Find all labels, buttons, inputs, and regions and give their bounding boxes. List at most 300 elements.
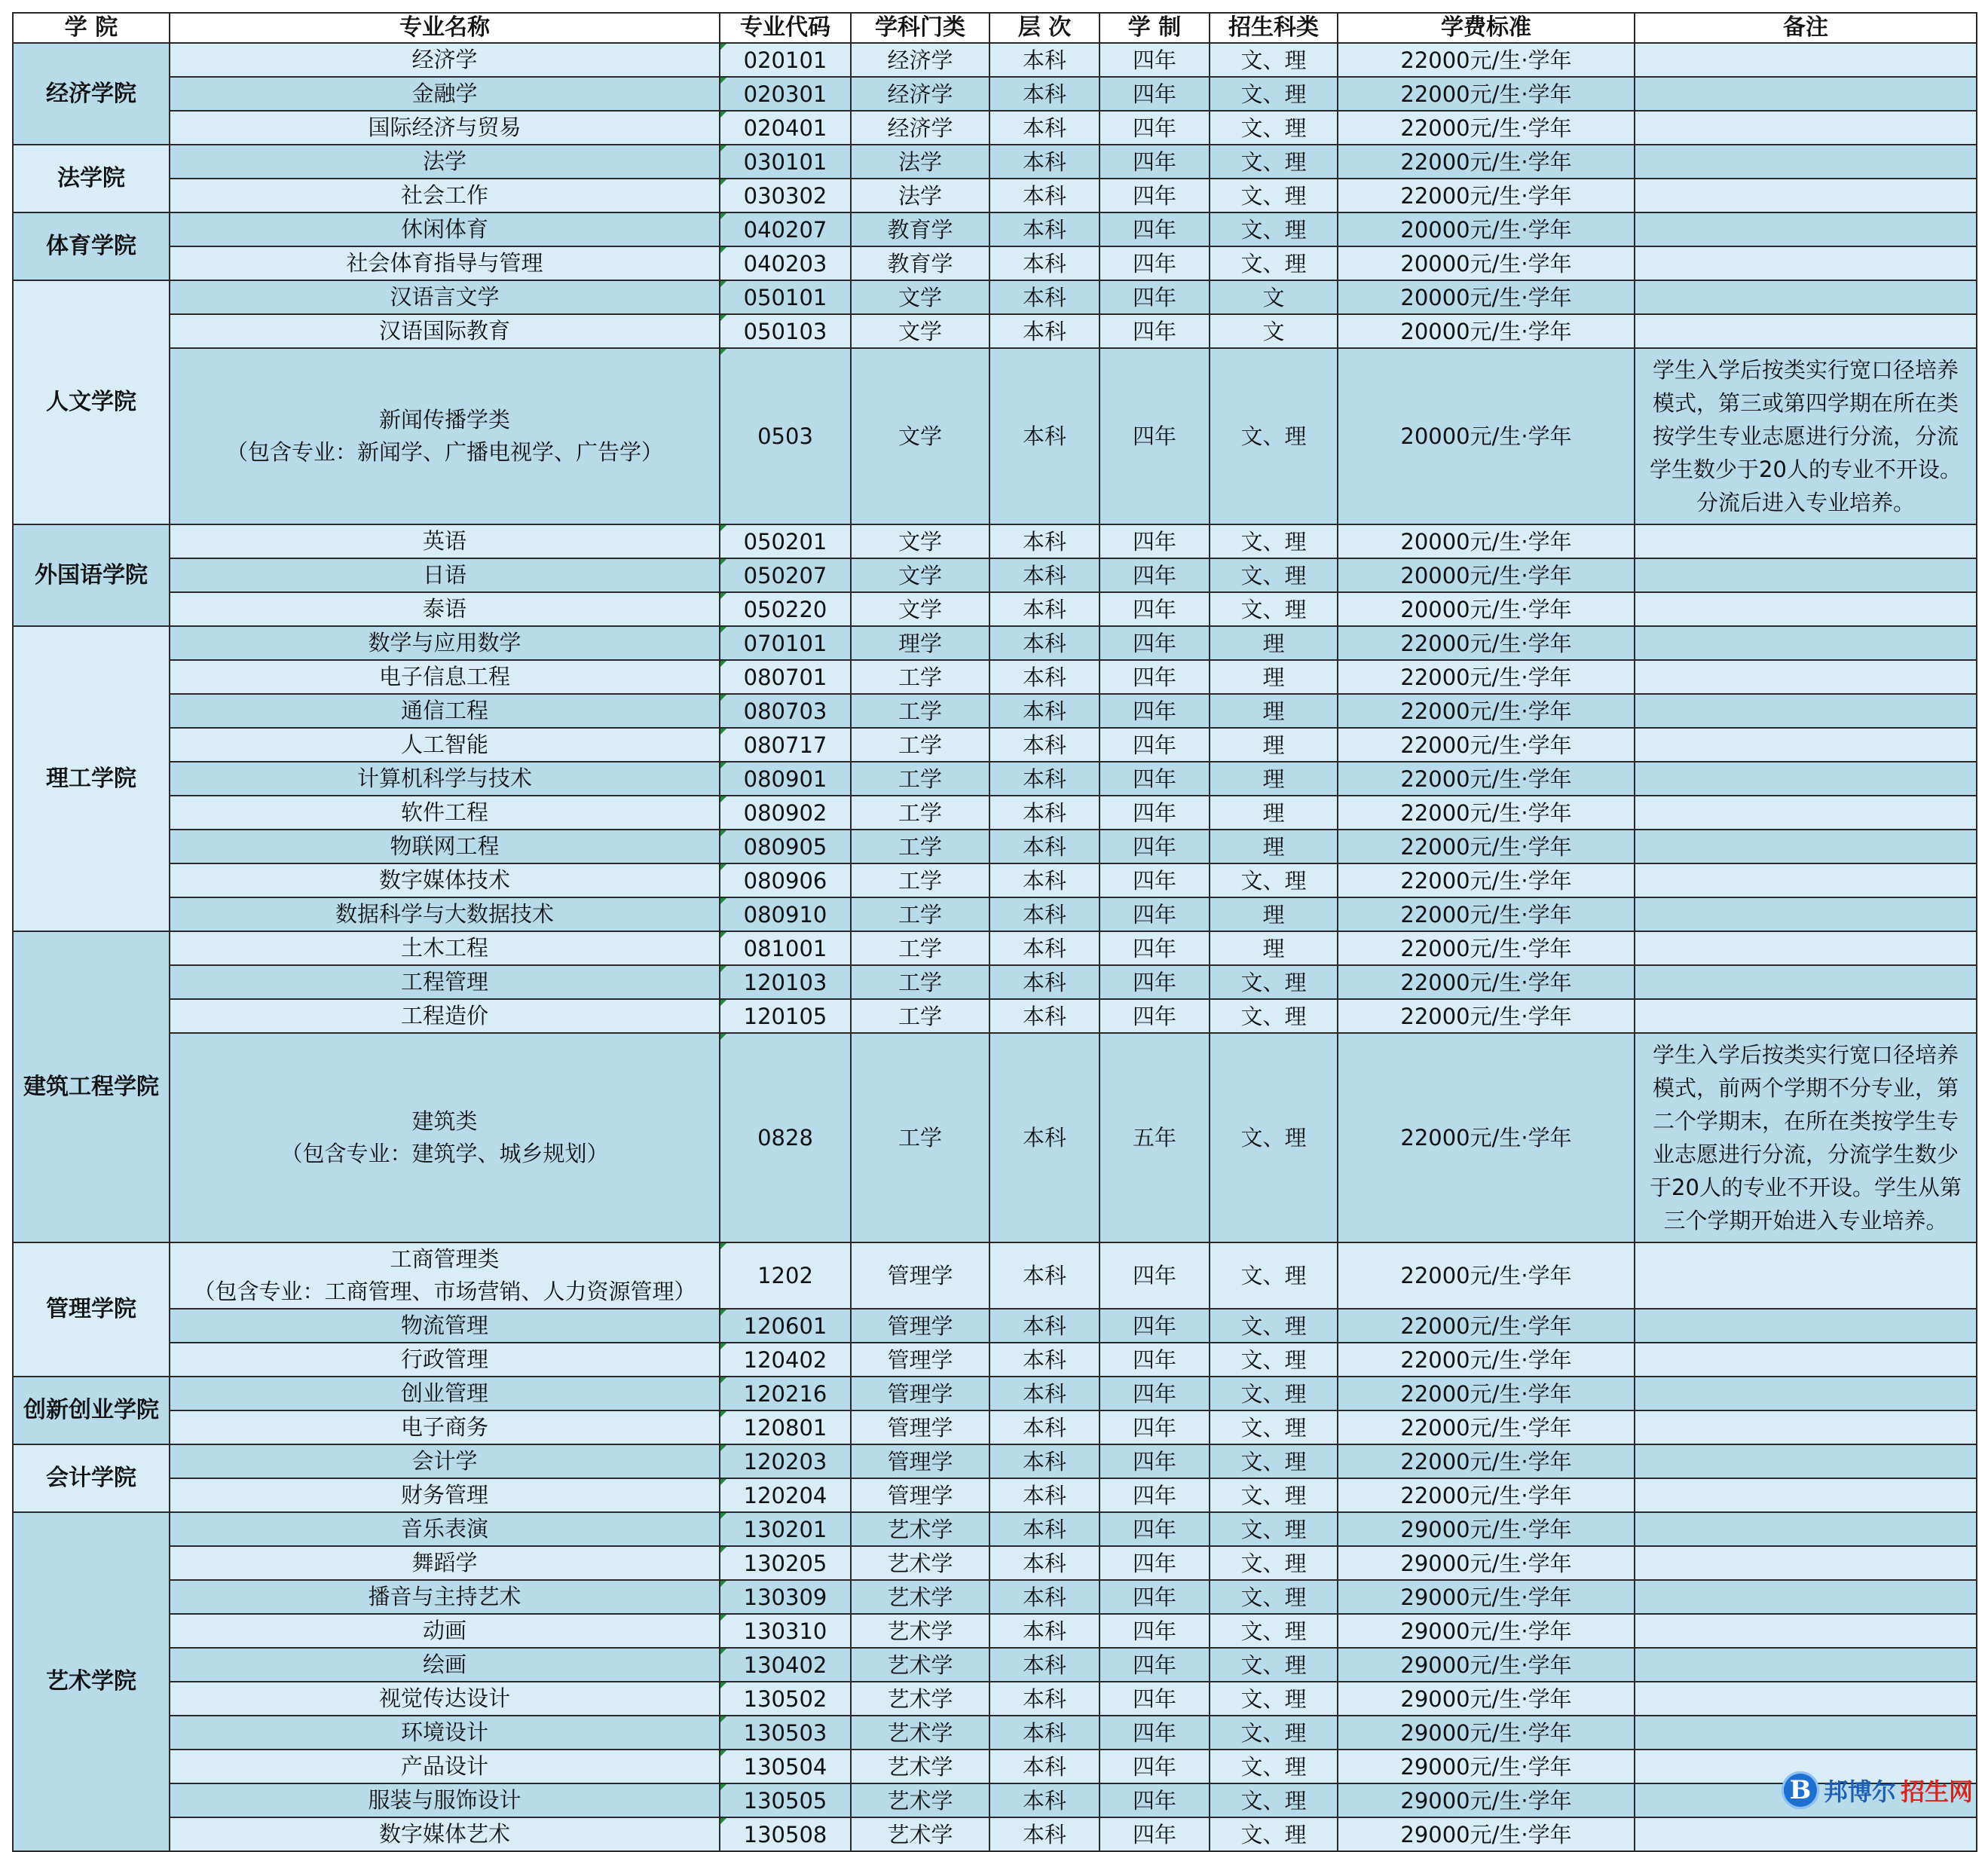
level-cell: 本科 <box>989 111 1100 145</box>
category-cell: 工学 <box>851 897 989 931</box>
subject-cell: 文 <box>1210 280 1338 314</box>
level-cell: 本科 <box>989 1343 1100 1377</box>
major-cell <box>170 999 720 1033</box>
category-cell: 艺术学 <box>851 1614 989 1648</box>
fee-cell: 20000元/生·学年 <box>1338 212 1635 246</box>
category-cell: 管理学 <box>851 1242 989 1309</box>
fee-cell: 22000元/生·学年 <box>1338 863 1635 897</box>
major-name: 汉语言文学 <box>390 284 500 310</box>
fee-cell: 22000元/生·学年 <box>1338 1444 1635 1478</box>
subject-cell: 理 <box>1210 728 1338 762</box>
remark-cell <box>1635 1444 1977 1478</box>
header-subject: 招生科类 <box>1210 13 1338 43</box>
duration-cell: 四年 <box>1100 246 1210 280</box>
remark-cell <box>1635 1682 1977 1716</box>
code-cell: 130508 <box>720 1817 851 1851</box>
fee-cell: 22000元/生·学年 <box>1338 931 1635 965</box>
major-name: 金融学 <box>411 81 478 106</box>
fee-cell: 29000元/生·学年 <box>1338 1580 1635 1614</box>
category-cell: 文学 <box>851 348 989 524</box>
major-cell <box>170 1682 720 1716</box>
code-cell: 080902 <box>720 796 851 830</box>
level-cell: 本科 <box>989 179 1100 212</box>
subject-cell: 文、理 <box>1210 212 1338 246</box>
remark-cell <box>1635 931 1977 965</box>
major-name: 创业管理 <box>400 1380 488 1406</box>
level-cell: 本科 <box>989 1783 1100 1817</box>
category-cell: 工学 <box>851 999 989 1033</box>
subject-cell: 理 <box>1210 626 1338 660</box>
table-row <box>13 145 1977 179</box>
category-cell: 艺术学 <box>851 1750 989 1783</box>
major-cell <box>170 1444 720 1478</box>
code-cell: 080717 <box>720 728 851 762</box>
remark-cell <box>1635 1343 1977 1377</box>
table-row <box>13 1716 1977 1750</box>
category-cell: 艺术学 <box>851 1682 989 1716</box>
level-cell: 本科 <box>989 626 1100 660</box>
duration-cell: 四年 <box>1100 558 1210 592</box>
remark-cell <box>1635 43 1977 77</box>
subject-cell: 理 <box>1210 762 1338 796</box>
category-cell: 管理学 <box>851 1478 989 1512</box>
fee-cell: 22000元/生·学年 <box>1338 1309 1635 1343</box>
level-cell: 本科 <box>989 1546 1100 1580</box>
level-cell: 本科 <box>989 1309 1100 1343</box>
table-row <box>13 863 1977 897</box>
subject-cell: 文、理 <box>1210 1343 1338 1377</box>
category-cell: 理学 <box>851 626 989 660</box>
duration-cell: 四年 <box>1100 1783 1210 1817</box>
major-name: 视觉传达设计 <box>378 1685 510 1711</box>
major-cell <box>170 1783 720 1817</box>
subject-cell: 文、理 <box>1210 1410 1338 1444</box>
remark-cell <box>1635 1648 1977 1682</box>
duration-cell: 五年 <box>1100 1033 1210 1242</box>
major-cell <box>170 558 720 592</box>
college-cell: 管理学院 <box>13 1242 170 1377</box>
major-cell <box>170 1817 720 1851</box>
header-duration: 学 制 <box>1100 13 1210 43</box>
fee-cell: 20000元/生·学年 <box>1338 348 1635 524</box>
major-cell <box>170 592 720 626</box>
duration-cell: 四年 <box>1100 1377 1210 1410</box>
admissions-fee-table <box>12 12 1977 1852</box>
category-cell: 教育学 <box>851 246 989 280</box>
duration-cell: 四年 <box>1100 314 1210 348</box>
fee-cell: 22000元/生·学年 <box>1338 694 1635 728</box>
table-row <box>13 1546 1977 1580</box>
major-name: 环境设计 <box>400 1719 488 1745</box>
level-cell: 本科 <box>989 762 1100 796</box>
category-cell: 艺术学 <box>851 1817 989 1851</box>
code-cell: 050220 <box>720 592 851 626</box>
major-cell <box>170 246 720 280</box>
remark-cell <box>1635 1580 1977 1614</box>
remark-cell <box>1635 77 1977 111</box>
subject-cell: 文、理 <box>1210 558 1338 592</box>
header-college: 学 院 <box>13 13 170 43</box>
table-row <box>13 558 1977 592</box>
duration-cell: 四年 <box>1100 830 1210 863</box>
subject-cell: 文、理 <box>1210 1783 1338 1817</box>
duration-cell: 四年 <box>1100 592 1210 626</box>
table-row <box>13 796 1977 830</box>
code-cell: 020101 <box>720 43 851 77</box>
level-cell: 本科 <box>989 246 1100 280</box>
college-cell: 经济学院 <box>13 43 170 145</box>
fee-cell: 22000元/生·学年 <box>1338 830 1635 863</box>
code-cell: 120601 <box>720 1309 851 1343</box>
duration-cell: 四年 <box>1100 1546 1210 1580</box>
table-row <box>13 280 1977 314</box>
code-cell: 070101 <box>720 626 851 660</box>
duration-cell: 四年 <box>1100 796 1210 830</box>
table-row <box>13 592 1977 626</box>
college-cell: 理工学院 <box>13 626 170 931</box>
duration-cell: 四年 <box>1100 1580 1210 1614</box>
remark-cell <box>1635 212 1977 246</box>
table-row <box>13 1580 1977 1614</box>
code-cell: 040207 <box>720 212 851 246</box>
major-cell <box>170 179 720 212</box>
subject-cell: 文、理 <box>1210 863 1338 897</box>
header-fee: 学费标准 <box>1338 13 1635 43</box>
remark-cell: 学生入学后按类实行宽口径培养模式，第三或第四学期在所在类按学生专业志愿进行分流，分流学生数少于20人的专业不开设。分流后进入专业培养。 <box>1635 348 1977 524</box>
major-name: 播音与主持艺术 <box>368 1584 521 1609</box>
level-cell: 本科 <box>989 999 1100 1033</box>
remark-cell <box>1635 314 1977 348</box>
level-cell: 本科 <box>989 212 1100 246</box>
table-row <box>13 43 1977 77</box>
fee-cell: 22000元/生·学年 <box>1338 43 1635 77</box>
table-row <box>13 1410 1977 1444</box>
college-cell: 人文学院 <box>13 280 170 524</box>
level-cell: 本科 <box>989 524 1100 558</box>
duration-cell: 四年 <box>1100 77 1210 111</box>
level-cell: 本科 <box>989 348 1100 524</box>
header-code: 专业代码 <box>720 13 851 43</box>
table-row <box>13 77 1977 111</box>
major-name: 动画 <box>422 1618 466 1643</box>
duration-cell: 四年 <box>1100 348 1210 524</box>
level-cell: 本科 <box>989 1716 1100 1750</box>
duration-cell: 四年 <box>1100 1682 1210 1716</box>
code-cell: 1202 <box>720 1242 851 1309</box>
fee-cell: 22000元/生·学年 <box>1338 897 1635 931</box>
level-cell: 本科 <box>989 694 1100 728</box>
remark-cell <box>1635 1377 1977 1410</box>
subject-cell: 理 <box>1210 931 1338 965</box>
major-name: 土木工程 <box>400 935 488 961</box>
remark-cell <box>1635 524 1977 558</box>
remark-cell <box>1635 965 1977 999</box>
table-row <box>13 1750 1977 1783</box>
major-name: 软件工程 <box>400 799 488 825</box>
major-cell <box>170 1309 720 1343</box>
duration-cell: 四年 <box>1100 1478 1210 1512</box>
level-cell: 本科 <box>989 1478 1100 1512</box>
category-cell: 工学 <box>851 830 989 863</box>
code-cell: 020401 <box>720 111 851 145</box>
level-cell: 本科 <box>989 1242 1100 1309</box>
remark-cell <box>1635 626 1977 660</box>
major-name: 计算机科学与技术 <box>356 766 532 791</box>
code-cell: 120103 <box>720 965 851 999</box>
major-cell <box>170 111 720 145</box>
remark-cell <box>1635 1242 1977 1309</box>
duration-cell: 四年 <box>1100 43 1210 77</box>
major-name: 新闻传播学类 <box>378 407 510 432</box>
remark-cell <box>1635 280 1977 314</box>
code-cell: 030101 <box>720 145 851 179</box>
college-cell: 建筑工程学院 <box>13 931 170 1242</box>
duration-cell: 四年 <box>1100 694 1210 728</box>
major-name: 数据科学与大数据技术 <box>335 901 554 927</box>
major-name: 泰语 <box>422 596 466 622</box>
code-cell: 120402 <box>720 1343 851 1377</box>
duration-cell: 四年 <box>1100 111 1210 145</box>
major-cell <box>170 965 720 999</box>
major-name: 财务管理 <box>400 1482 488 1508</box>
level-cell: 本科 <box>989 1512 1100 1546</box>
table-row <box>13 1343 1977 1377</box>
category-cell: 文学 <box>851 280 989 314</box>
code-cell: 130502 <box>720 1682 851 1716</box>
category-cell: 工学 <box>851 863 989 897</box>
subject-cell: 文、理 <box>1210 1750 1338 1783</box>
category-cell: 管理学 <box>851 1410 989 1444</box>
category-cell: 文学 <box>851 524 989 558</box>
duration-cell: 四年 <box>1100 524 1210 558</box>
major-name: 物联网工程 <box>390 833 500 859</box>
table-row <box>13 524 1977 558</box>
table-row <box>13 111 1977 145</box>
duration-cell: 四年 <box>1100 1817 1210 1851</box>
code-cell: 120105 <box>720 999 851 1033</box>
category-cell: 管理学 <box>851 1309 989 1343</box>
remark-cell <box>1635 1614 1977 1648</box>
remark-cell <box>1635 1716 1977 1750</box>
major-name: 工商管理类 <box>390 1246 500 1272</box>
remark-cell <box>1635 796 1977 830</box>
remark-cell <box>1635 728 1977 762</box>
major-cell <box>170 314 720 348</box>
code-cell: 130504 <box>720 1750 851 1783</box>
table-body <box>13 43 1977 1851</box>
category-cell: 管理学 <box>851 1444 989 1478</box>
code-cell: 020301 <box>720 77 851 111</box>
major-included-programs: （包含专业：新闻学、广播电视学、广告学） <box>225 439 663 465</box>
fee-cell: 20000元/生·学年 <box>1338 280 1635 314</box>
subject-cell: 文、理 <box>1210 43 1338 77</box>
fee-cell: 20000元/生·学年 <box>1338 246 1635 280</box>
major-cell <box>170 694 720 728</box>
table-row <box>13 830 1977 863</box>
remark-cell <box>1635 246 1977 280</box>
remark-cell <box>1635 694 1977 728</box>
major-name: 社会体育指导与管理 <box>346 250 543 276</box>
fee-cell: 20000元/生·学年 <box>1338 558 1635 592</box>
major-name: 人工智能 <box>400 732 488 757</box>
table-row <box>13 1783 1977 1817</box>
duration-cell: 四年 <box>1100 931 1210 965</box>
watermark-logo <box>1782 1771 1973 1810</box>
brand-b-icon: B <box>1782 1771 1819 1809</box>
subject-cell: 文、理 <box>1210 179 1338 212</box>
level-cell: 本科 <box>989 145 1100 179</box>
category-cell: 文学 <box>851 558 989 592</box>
category-cell: 工学 <box>851 1033 989 1242</box>
code-cell: 080906 <box>720 863 851 897</box>
remark-cell <box>1635 179 1977 212</box>
major-cell <box>170 524 720 558</box>
code-cell: 120216 <box>720 1377 851 1410</box>
table-row <box>13 694 1977 728</box>
major-cell <box>170 863 720 897</box>
major-name: 数字媒体艺术 <box>378 1821 510 1847</box>
major-name: 电子信息工程 <box>378 664 510 689</box>
duration-cell: 四年 <box>1100 897 1210 931</box>
major-cell <box>170 1478 720 1512</box>
remark-cell <box>1635 863 1977 897</box>
duration-cell: 四年 <box>1100 762 1210 796</box>
major-name: 数字媒体技术 <box>378 867 510 893</box>
level-cell: 本科 <box>989 660 1100 694</box>
fee-cell: 22000元/生·学年 <box>1338 796 1635 830</box>
code-cell: 050207 <box>720 558 851 592</box>
code-cell: 120801 <box>720 1410 851 1444</box>
subject-cell: 文、理 <box>1210 1716 1338 1750</box>
code-cell: 050201 <box>720 524 851 558</box>
level-cell: 本科 <box>989 43 1100 77</box>
major-cell <box>170 1033 720 1242</box>
major-name: 休闲体育 <box>400 216 488 242</box>
level-cell: 本科 <box>989 1750 1100 1783</box>
code-cell: 130505 <box>720 1783 851 1817</box>
duration-cell: 四年 <box>1100 1309 1210 1343</box>
duration-cell: 四年 <box>1100 1512 1210 1546</box>
code-cell: 130309 <box>720 1580 851 1614</box>
level-cell: 本科 <box>989 1682 1100 1716</box>
duration-cell: 四年 <box>1100 1410 1210 1444</box>
code-cell: 080905 <box>720 830 851 863</box>
header-major: 专业名称 <box>170 13 720 43</box>
subject-cell: 文、理 <box>1210 1377 1338 1410</box>
duration-cell: 四年 <box>1100 1444 1210 1478</box>
subject-cell: 文、理 <box>1210 111 1338 145</box>
table-row <box>13 1817 1977 1851</box>
major-cell <box>170 1377 720 1410</box>
subject-cell: 理 <box>1210 796 1338 830</box>
major-name: 数学与应用数学 <box>368 630 521 656</box>
code-cell: 080901 <box>720 762 851 796</box>
table-row <box>13 1242 1977 1309</box>
category-cell: 工学 <box>851 762 989 796</box>
table-row <box>13 897 1977 931</box>
table-row <box>13 626 1977 660</box>
level-cell: 本科 <box>989 1033 1100 1242</box>
major-name: 舞蹈学 <box>411 1550 478 1575</box>
category-cell: 工学 <box>851 931 989 965</box>
fee-cell: 29000元/生·学年 <box>1338 1783 1635 1817</box>
fee-cell: 22000元/生·学年 <box>1338 1343 1635 1377</box>
duration-cell: 四年 <box>1100 660 1210 694</box>
level-cell: 本科 <box>989 897 1100 931</box>
category-cell: 工学 <box>851 796 989 830</box>
category-cell: 教育学 <box>851 212 989 246</box>
table-row <box>13 660 1977 694</box>
major-name: 服装与服饰设计 <box>368 1787 521 1813</box>
major-cell <box>170 1410 720 1444</box>
category-cell: 法学 <box>851 179 989 212</box>
subject-cell: 文、理 <box>1210 1580 1338 1614</box>
table-row <box>13 1033 1977 1242</box>
code-cell: 030302 <box>720 179 851 212</box>
category-cell: 工学 <box>851 660 989 694</box>
table-row <box>13 212 1977 246</box>
fee-cell: 29000元/生·学年 <box>1338 1614 1635 1648</box>
major-included-programs: （包含专业：工商管理、市场营销、人力资源管理） <box>193 1279 696 1304</box>
duration-cell: 四年 <box>1100 1648 1210 1682</box>
table-row <box>13 314 1977 348</box>
major-name: 通信工程 <box>400 698 488 723</box>
code-cell: 0828 <box>720 1033 851 1242</box>
major-name: 社会工作 <box>400 182 488 208</box>
subject-cell: 文、理 <box>1210 1033 1338 1242</box>
remark-cell <box>1635 1817 1977 1851</box>
major-name: 国际经济与贸易 <box>368 115 521 140</box>
level-cell: 本科 <box>989 77 1100 111</box>
table-row <box>13 1682 1977 1716</box>
fee-cell: 29000元/生·学年 <box>1338 1817 1635 1851</box>
level-cell: 本科 <box>989 796 1100 830</box>
fee-cell: 22000元/生·学年 <box>1338 626 1635 660</box>
duration-cell: 四年 <box>1100 1242 1210 1309</box>
code-cell: 040203 <box>720 246 851 280</box>
duration-cell: 四年 <box>1100 212 1210 246</box>
major-name: 日语 <box>422 562 466 588</box>
subject-cell: 文、理 <box>1210 1242 1338 1309</box>
duration-cell: 四年 <box>1100 1750 1210 1783</box>
level-cell: 本科 <box>989 931 1100 965</box>
major-included-programs: （包含专业：建筑学、城乡规划） <box>280 1141 609 1166</box>
table-row <box>13 246 1977 280</box>
major-cell <box>170 212 720 246</box>
table-row <box>13 1444 1977 1478</box>
level-cell: 本科 <box>989 1377 1100 1410</box>
major-cell <box>170 77 720 111</box>
remark-cell <box>1635 1512 1977 1546</box>
level-cell: 本科 <box>989 863 1100 897</box>
remark-cell <box>1635 111 1977 145</box>
subject-cell: 文、理 <box>1210 348 1338 524</box>
fee-cell: 22000元/生·学年 <box>1338 179 1635 212</box>
code-cell: 080703 <box>720 694 851 728</box>
major-cell <box>170 626 720 660</box>
level-cell: 本科 <box>989 592 1100 626</box>
code-cell: 130310 <box>720 1614 851 1648</box>
major-name: 英语 <box>422 528 466 554</box>
major-cell <box>170 931 720 965</box>
category-cell: 经济学 <box>851 77 989 111</box>
college-cell: 会计学院 <box>13 1444 170 1512</box>
duration-cell: 四年 <box>1100 179 1210 212</box>
category-cell: 工学 <box>851 728 989 762</box>
major-cell <box>170 280 720 314</box>
duration-cell: 四年 <box>1100 1716 1210 1750</box>
brand-name-part1: 邦博尔 <box>1823 1777 1896 1806</box>
